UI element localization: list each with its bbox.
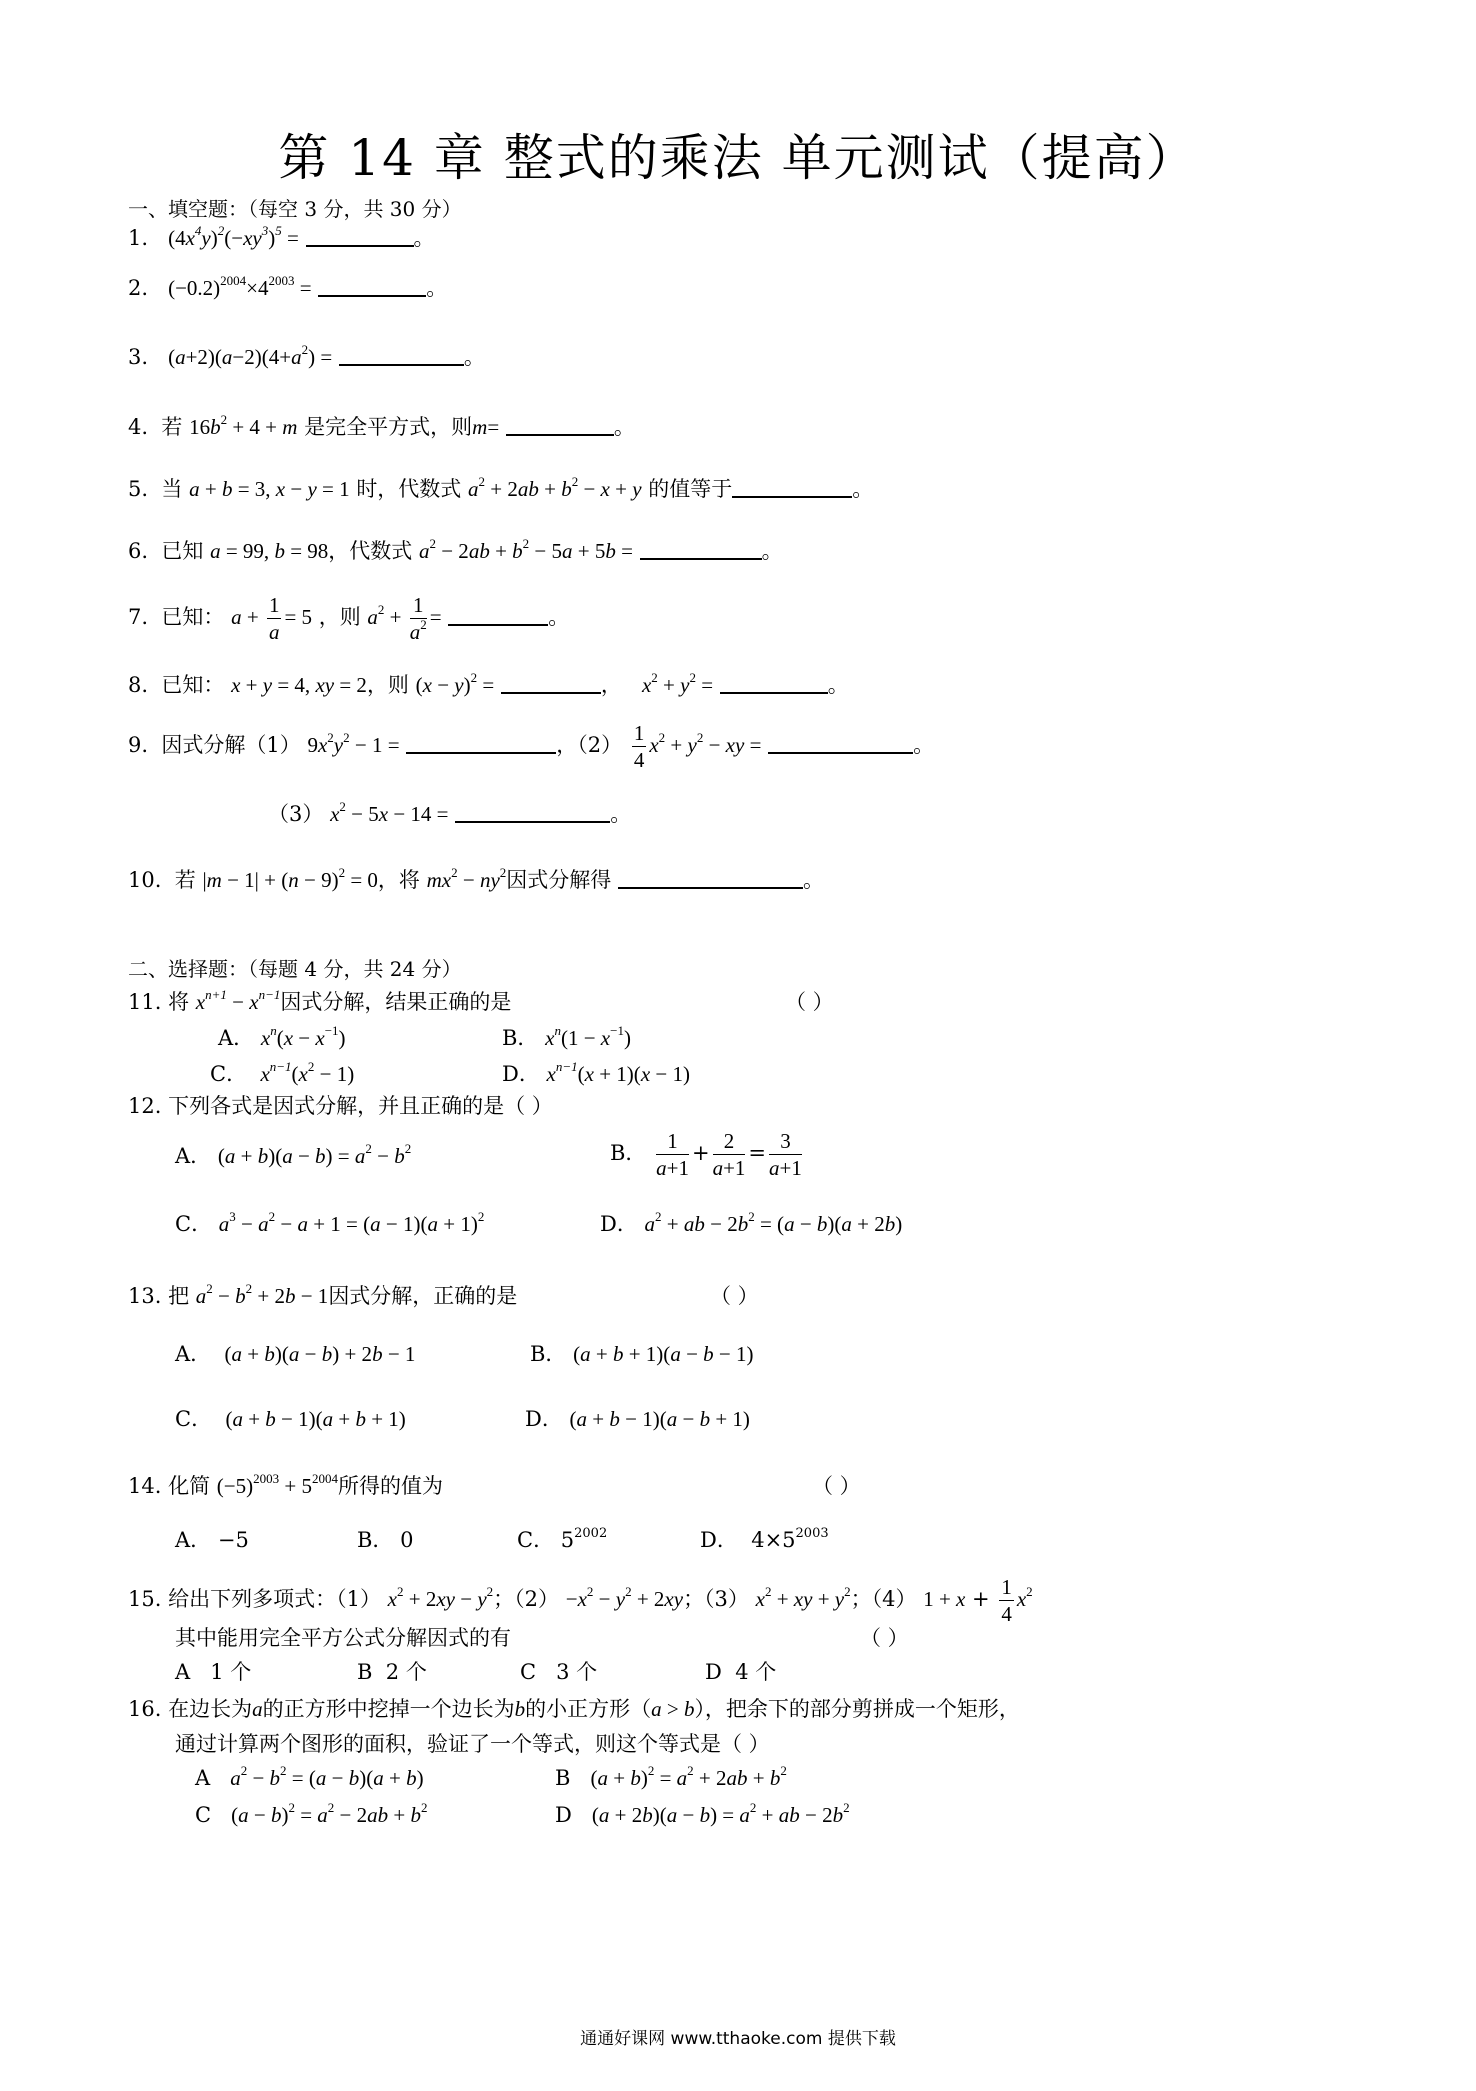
option-a[interactable]: A． $x^n(x - x^{-1})$ <box>218 1023 346 1050</box>
answer-blank[interactable] <box>506 414 614 436</box>
answer-blank[interactable] <box>768 732 913 754</box>
answer-blank[interactable] <box>732 476 852 498</box>
question-7: 7. 已知： a + $\frac{1}{a}$ = 5 ，则 $a^2$ + $\frac{1}{a^2}$ = 。 <box>128 593 570 644</box>
question-number: 4. <box>128 415 149 439</box>
question-number: 14. <box>128 1474 162 1498</box>
option-a[interactable]: A． $(a + b)(a - b) = a^2 - b^2$ <box>175 1141 412 1168</box>
answer-paren[interactable]: （ ） <box>710 1284 759 1308</box>
question-number: 11. <box>128 990 162 1014</box>
question-number: 1. <box>128 226 149 250</box>
question-number: 8. <box>128 673 149 697</box>
option-a[interactable]: A． −5 <box>175 1528 249 1552</box>
option-a[interactable]: A 1 个 <box>175 1660 252 1684</box>
page-title: 第 14 章 整式的乘法 单元测试（提高） <box>278 129 1198 187</box>
question-number: 13. <box>128 1284 162 1308</box>
answer-paren[interactable]: （ ） <box>860 1626 909 1650</box>
option-b[interactable]: B． 0 <box>357 1528 414 1552</box>
option-b[interactable]: B． $\frac{1}{a+1}$ + $\frac{2}{a+1}$ = $\frac{3}{a+1}$ <box>610 1129 802 1180</box>
answer-blank[interactable] <box>501 672 601 694</box>
question-6: 6. 已知 a = 99, b = 98，代数式 $a^2 - 2ab + b^2 - 5a + 5b$ = 。 <box>128 536 783 563</box>
answer-blank[interactable] <box>455 801 610 823</box>
question-number: 16. <box>128 1697 162 1721</box>
option-c[interactable]: C 3 个 <box>520 1660 598 1684</box>
question-number: 9. <box>128 733 149 757</box>
option-a[interactable]: A． (a + b)(a − b) + 2b − 1 <box>175 1342 416 1366</box>
question-number: 5. <box>128 477 149 501</box>
question-1: 1. $(4x^4y)^2(-xy^3)^5$ = 。 <box>128 223 435 250</box>
question-11: 11. 将 $x^{n+1} - x^{n-1}$因式分解，结果正确的是 <box>128 987 512 1014</box>
answer-blank[interactable] <box>406 732 556 754</box>
question-10: 10. 若 $|m - 1| + (n - 9)^2 = 0$，将 $mx^2 - ny^2$因式分解得 。 <box>128 865 824 892</box>
option-d[interactable]: D． $a^2$ + ab − $2b^2 = (a - b)(a + 2b)$ <box>600 1209 903 1236</box>
option-b[interactable]: B． $x^n(1 - x^{-1})$ <box>502 1023 631 1050</box>
question-4: 4. 若 $16b^2 + 4 + m$ 是完全平方式，则m= 。 <box>128 412 635 439</box>
answer-blank[interactable] <box>306 225 414 247</box>
question-12: 12. 下列各式是因式分解，并且正确的是（ ） <box>128 1094 553 1118</box>
question-number: 2. <box>128 276 149 300</box>
answer-blank[interactable] <box>618 867 803 889</box>
answer-blank[interactable] <box>339 344 464 366</box>
option-d[interactable]: D． $x^{n-1}(x + 1)(x - 1)$ <box>502 1059 690 1086</box>
question-number: 10. <box>128 868 162 892</box>
option-c[interactable]: C． $a^3 - a^2 - a + 1 = (a - 1)(a + 1)^2$ <box>175 1209 485 1236</box>
option-b[interactable]: B $(a + b)^2 = a^2 + 2ab + b^2$ <box>555 1763 787 1790</box>
answer-blank[interactable] <box>318 275 426 297</box>
question-number: 12. <box>128 1094 162 1118</box>
question-15-line-2: 其中能用完全平方公式分解因式的有 <box>175 1626 511 1650</box>
answer-paren[interactable]: （ ） <box>785 990 834 1014</box>
option-c[interactable]: C． $5^{2002}$ <box>517 1526 608 1552</box>
section-multiple-choice-heading: 二、选择题：（每题 4 分，共 24 分） <box>128 957 462 981</box>
answer-blank[interactable] <box>720 672 828 694</box>
question-16: 16. 在边长为a的正方形中挖掉一个边长为b的小正方形（a > b），把余下的部分剪拼成一个矩形， <box>128 1697 1020 1721</box>
answer-paren[interactable]: （ ） <box>812 1474 861 1498</box>
option-b[interactable]: B 2 个 <box>357 1660 427 1684</box>
option-b[interactable]: B． (a + b + 1)(a − b − 1) <box>530 1342 754 1366</box>
answer-blank[interactable] <box>640 538 762 560</box>
option-c[interactable]: C $(a - b)^2 = a^2 - 2ab + b^2$ <box>195 1800 428 1827</box>
question-3: 3. $(a+2)(a-2)(4+a^2)$ = 。 <box>128 342 485 369</box>
option-c[interactable]: C． (a + b − 1)(a + b + 1) <box>175 1407 406 1431</box>
option-d[interactable]: D． (a + b − 1)(a − b + 1) <box>525 1407 750 1431</box>
section-fill-blank-heading: 一、填空题：（每空 3 分，共 30 分） <box>128 197 462 221</box>
option-d[interactable]: D $(a + 2b)(a - b) = a^2$ + ab − $2b^2$ <box>555 1800 850 1827</box>
question-9: 9. 因式分解（1） $9x^2y^2 - 1$ = ，（2） $\frac{1}{4}$ $x^2 + y^2$ − xy = 。 <box>128 721 935 772</box>
option-a[interactable]: A $a^2 - b^2 = (a - b)(a + b)$ <box>195 1763 424 1790</box>
question-number: 6. <box>128 539 149 563</box>
question-14: 14. 化简 $(-5)^{2003} + 5^{2004}$所得的值为 <box>128 1471 443 1498</box>
option-c[interactable]: C． $x^{n-1}(x^2 - 1)$ <box>210 1059 355 1086</box>
question-number: 7. <box>128 605 149 629</box>
question-15: 15. 给出下列多项式：（1） $x^2 + 2xy - y^2$；$(2) -x^2 - y^2 + 2xy$；（3） $x^2$ + xy + $y^2$；（4） 1 + x + $\frac{1}{4}$ $x^2$ <box>128 1575 1033 1626</box>
question-16-line-2: 通过计算两个图形的面积，验证了一个等式，则这个等式是（ ） <box>175 1732 770 1756</box>
option-d[interactable]: D． $4\times 5^{2003}$ <box>700 1526 829 1552</box>
option-d[interactable]: D 4 个 <box>705 1660 777 1684</box>
answer-blank[interactable] <box>448 604 548 626</box>
question-number: 15. <box>128 1587 162 1611</box>
question-number: 3. <box>128 345 149 369</box>
question-5: 5. 当 a + b = 3, x − y = 1 时，代数式 $a^2 + 2ab + b^2 - x + y$ 的值等于 。 <box>128 474 874 501</box>
question-13: 13. 把 $a^2 - b^2 + 2b - 1$因式分解，正确的是 <box>128 1281 518 1308</box>
question-2: 2. $(-0.2)^{2004}\times 4^{2003}$ = 。 <box>128 273 448 300</box>
question-8: 8. 已知： x + y = 4, xy = 2，则 $(x - y)^2$ = ， $x^2 + y^2$ = 。 <box>128 670 849 697</box>
question-9-part-3: （3） $x^2 - 5x - 14$ = 。 <box>268 799 632 826</box>
footer-source: 通通好课网 www.tthaoke.com 提供下载 <box>580 2029 896 2049</box>
